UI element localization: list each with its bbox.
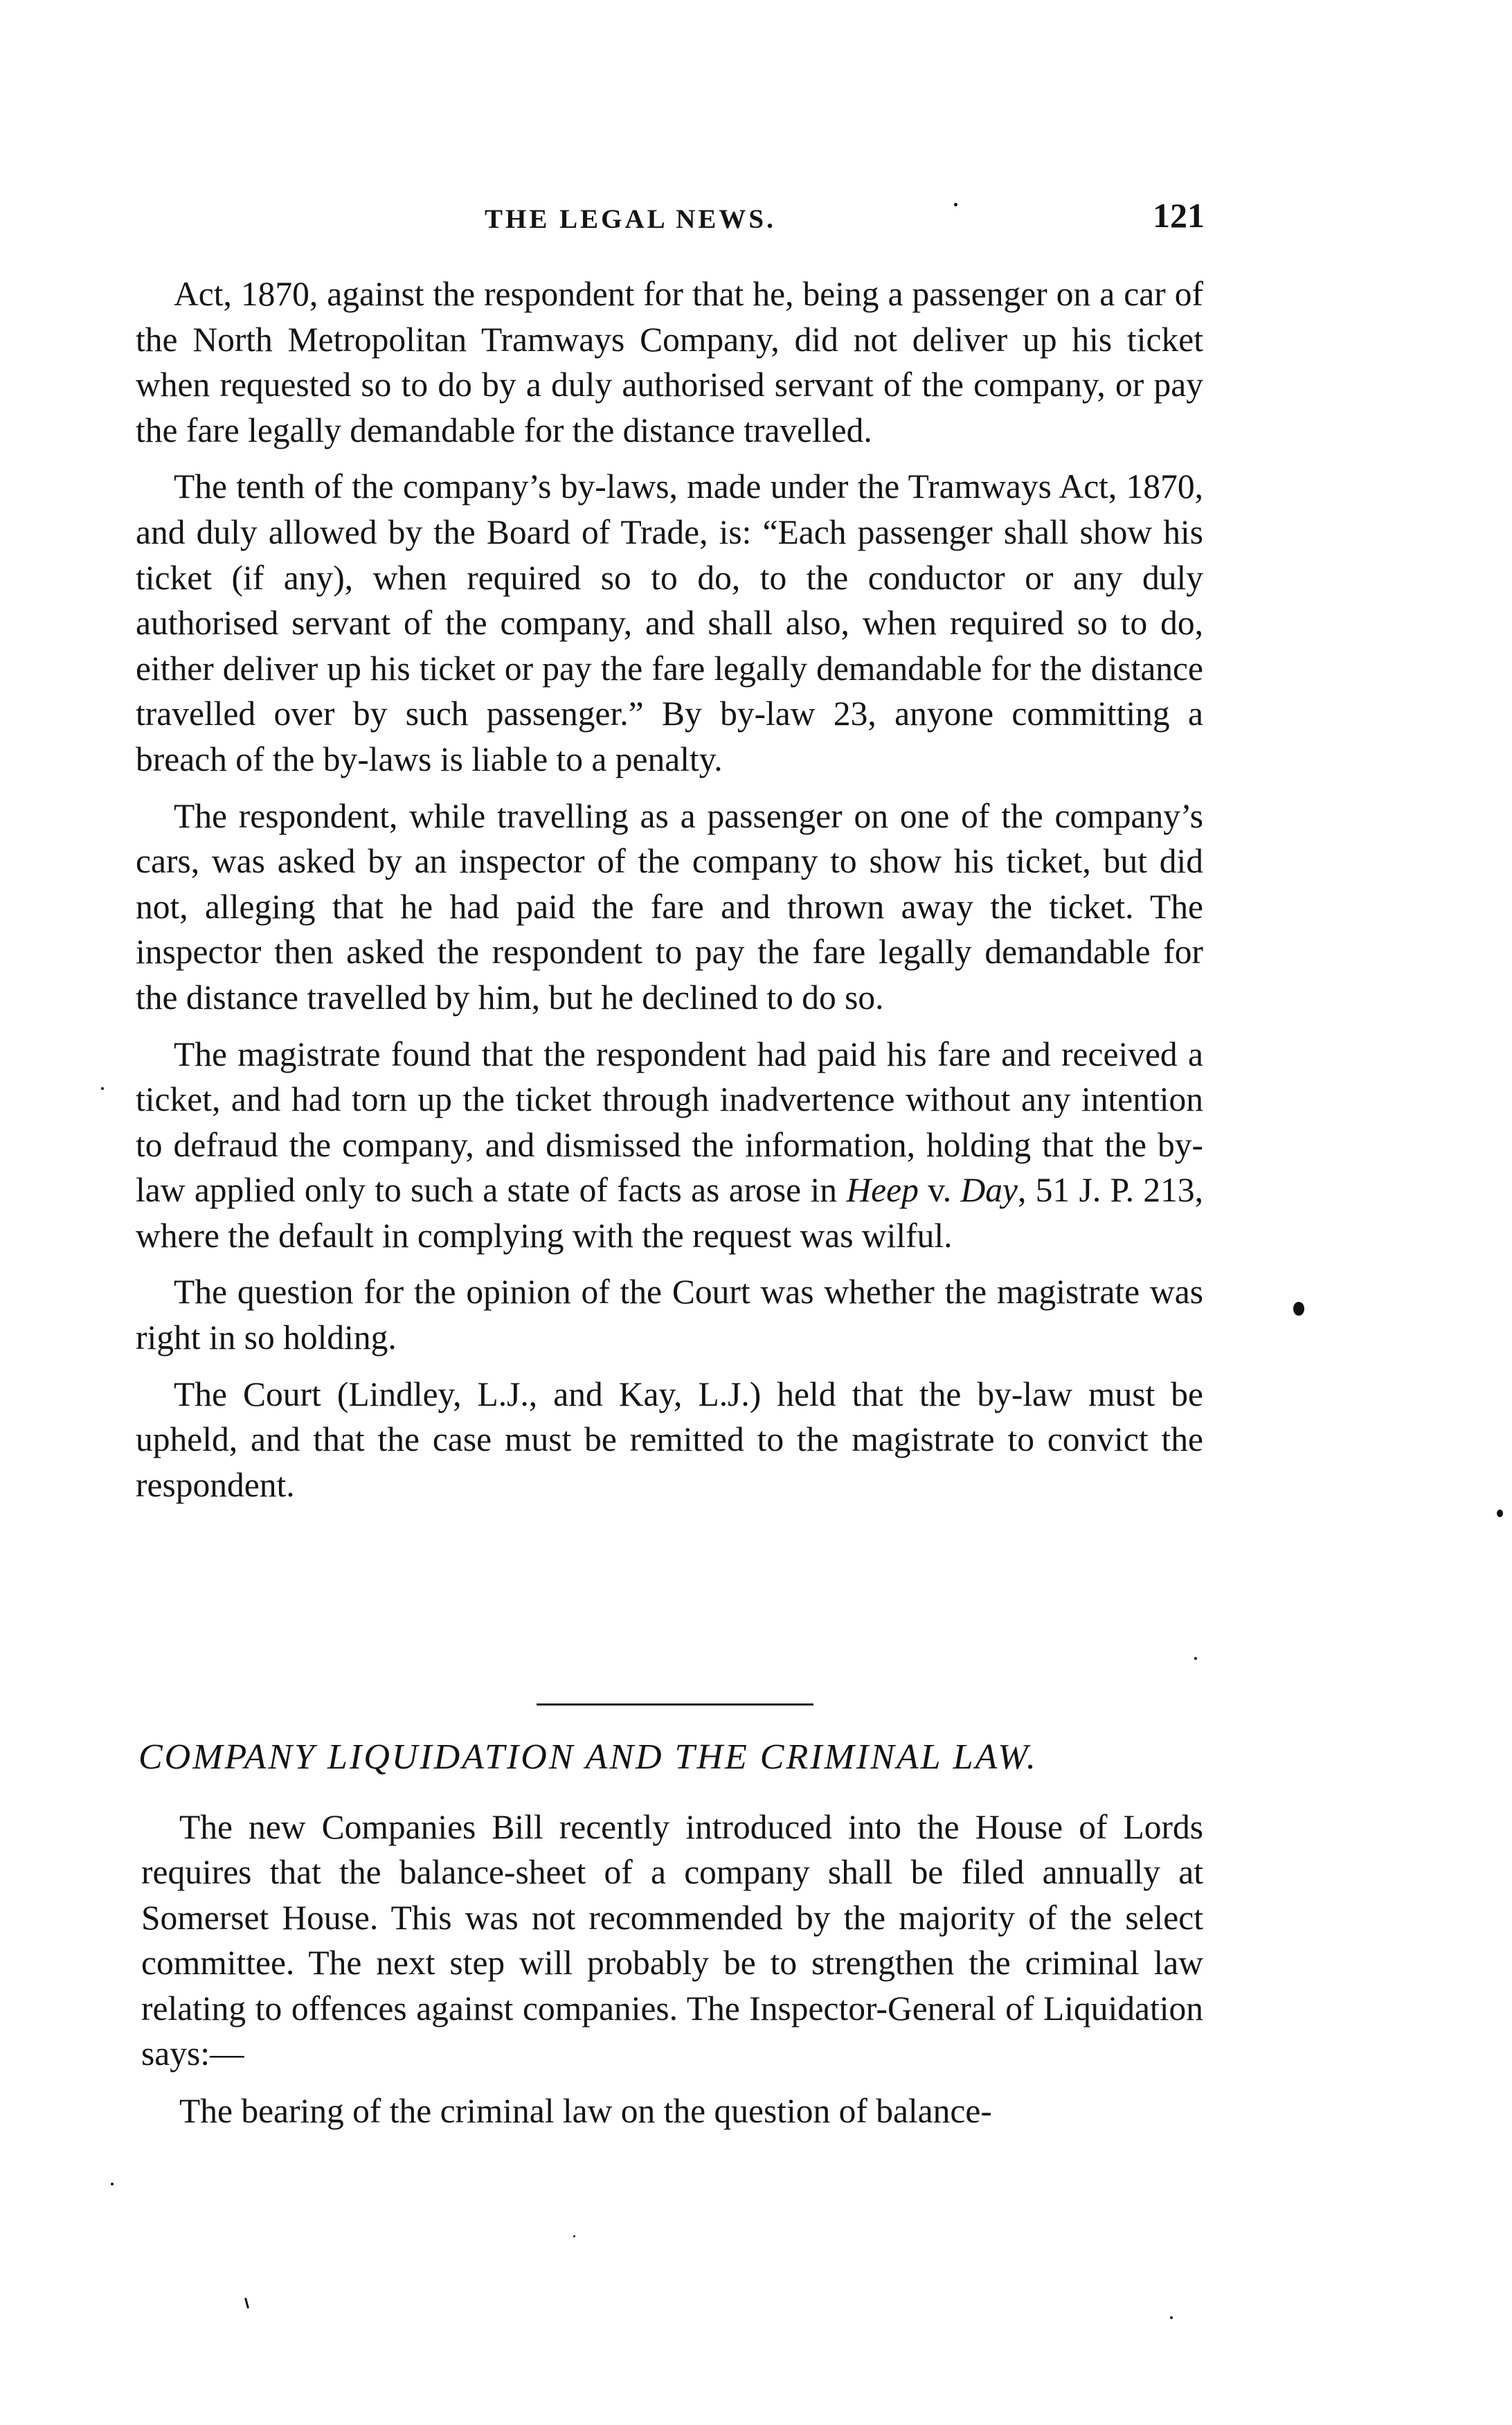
ink-speck xyxy=(573,2235,575,2237)
page-number: 121 xyxy=(1153,196,1205,235)
ink-speck xyxy=(1497,1510,1503,1517)
case-name-day: Day xyxy=(960,1171,1018,1210)
ink-speck xyxy=(244,2298,249,2309)
paragraph-holding: The Court (Lindley, L.J., and Kay, L.J.) held that the by-law must be upheld, and that the case must be remitted to the magistrate to convict the respondent. xyxy=(136,1375,1203,1504)
section-text xyxy=(141,1805,1203,2147)
paragraph-bylaw: The tenth of the company’s by-laws, made under the Tramways Act, 1870, and duly allowed by the Board of Trade, is: “Each passenger shall show his ticket (if any), when required so to do, to the conductor or any duly authorised servant of the company, and shall also, when required so to do, either deliver up his ticket or pay the fare legally demandable for the distance travelled over by such passenger.” By by-law 23, anyone committing a breach of the by-laws is liable to a penalty. xyxy=(136,467,1203,778)
section-divider-rule xyxy=(537,1703,813,1706)
case-report-text xyxy=(136,271,1203,1519)
case-connector: v. xyxy=(918,1171,961,1210)
section-heading: COMPANY LIQUIDATION AND THE CRIMINAL LAW. xyxy=(138,1737,1038,1777)
case-name-heep: Heep xyxy=(846,1171,919,1210)
ink-speck xyxy=(1194,1657,1197,1660)
ink-speck xyxy=(1293,1302,1304,1316)
ink-speck xyxy=(111,2183,114,2185)
journal-title: THE LEGAL NEWS. xyxy=(485,204,776,234)
paragraph-question: The question for the opinion of the Court was whether the magistrate was right in so holding. xyxy=(136,1273,1203,1357)
running-head xyxy=(138,195,1205,244)
paragraph-charge: Act, 1870, against the respondent for that he, being a passenger on a car of the North Metropolitan Tramways Company, did not deliver up his ticket when requested so to do by a duly authorised servant of the company, or pay the fare legally demandable for the distance travelled. xyxy=(136,275,1203,449)
ink-speck xyxy=(954,203,957,206)
paragraph-magistrate-finding xyxy=(136,1032,1203,1259)
paragraph-facts: The respondent, while travelling as a passenger on one of the company’s cars, was asked by an inspector of the company to show his ticket, but did not, alleging that he had paid the fare and thrown away the ticket. The inspector then asked the respondent to pay the fare legally demandable for the distance travelled by him, but he declined to do so. xyxy=(136,796,1203,1017)
finding-text-after: , 51 J. P. 213, where the default in complying with the request was wilful. xyxy=(136,1171,1203,1255)
ink-speck xyxy=(1170,2316,1173,2319)
paragraph-criminal-law: The bearing of the criminal law on the question of balance- xyxy=(179,2092,992,2131)
paragraph-companies-bill: The new Companies Bill recently introduced into the House of Lords requires that the balance-sheet of a company shall be filed annually at Somerset House. This was not recommended by the majority of the select committee. The next step will probably be to strengthen the criminal law relating to offences against companies. The Inspector-General of Liquidation says:— xyxy=(141,1808,1203,2073)
finding-text-before: The magistrate found that the respondent had paid his fare and received a ticket, and had torn up the ticket through inadvertence without any intention to defraud the company, and dismissed the information, holding that the by-law applied only to such a state of facts as arose in xyxy=(136,1035,1203,1210)
ink-speck xyxy=(101,1087,104,1090)
